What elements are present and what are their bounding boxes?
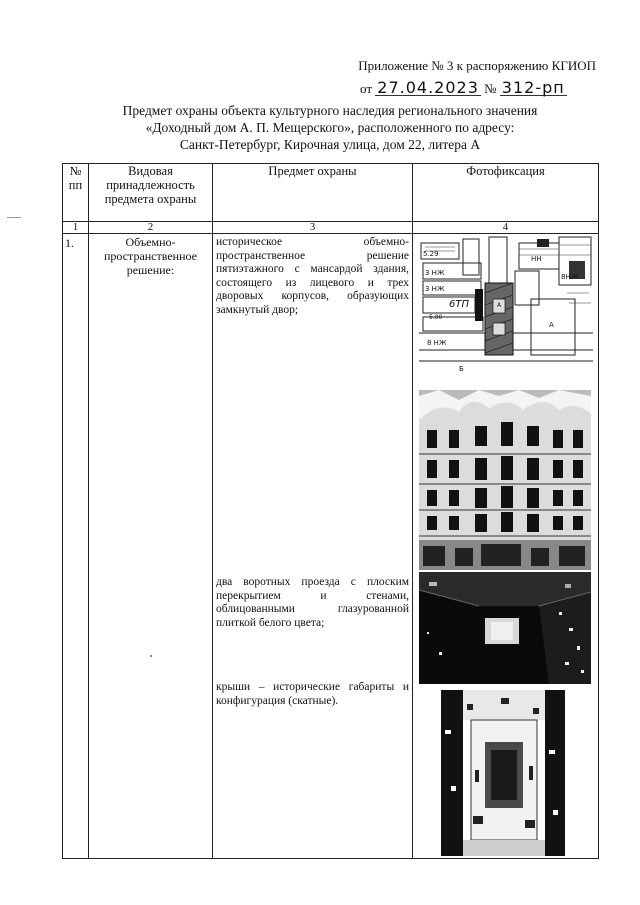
appendix-reference: Приложение № 3 к распоряжению КГИОП: [358, 58, 596, 73]
row-number: 1.: [63, 234, 89, 859]
col-header-photo: Фотофиксация: [413, 164, 599, 222]
col-number: 2: [89, 222, 213, 234]
document-title: [80, 102, 580, 153]
plan-label: 3 НЖ: [425, 269, 445, 277]
col-number: 1: [63, 222, 89, 234]
subject-item: два воротных проезда с плоским перекрытием и стенами, облицованными глазурованной плиткой белого цвета;: [216, 576, 409, 629]
col-header-subject: Предмет охраны: [213, 164, 413, 222]
col-number: 3: [213, 222, 413, 234]
plan-label: 5.29: [423, 250, 439, 258]
row-type: Объемно-пространственное решение:: [89, 234, 213, 859]
date-prefix: от: [360, 81, 373, 96]
plan-label: 6ТП: [449, 299, 469, 310]
row-subject: [213, 234, 413, 859]
plan-label: А: [549, 321, 554, 329]
column-number-row: [63, 222, 599, 234]
handwritten-date: 27.04.2023: [377, 78, 479, 97]
plan-label: 3 НЖ: [425, 285, 445, 293]
plan-label: 8 НЖ: [427, 339, 447, 347]
subject-item: историческое объемно-пространственное решение пятиэтажного с мансардой здания, состоящего из лицевого и трех дворовых корпусов, образующих замкнутый двор;: [216, 236, 409, 316]
row-photos: [413, 234, 599, 859]
facade-photo: [419, 390, 591, 570]
title-line-2: «Доходный дом А. П. Мещерского», расположенного по адресу:: [145, 120, 515, 135]
plan-label: НН: [531, 255, 542, 263]
order-date-number: [360, 80, 596, 97]
title-line-1: Предмет охраны объекта культурного наследия регионального значения: [122, 103, 538, 118]
table-header-row: [63, 164, 599, 222]
col-header-num: № пп: [63, 164, 89, 222]
plan-label: 8НЖ: [561, 273, 579, 281]
number-prefix: №: [484, 81, 497, 96]
protection-table: [62, 163, 599, 859]
col-number: 4: [413, 222, 599, 234]
title-line-3: Санкт-Петербург, Кирочная улица, дом 22, литера А: [179, 137, 481, 152]
margin-mark: [7, 217, 21, 218]
plan-label: 5.00: [429, 314, 443, 321]
aerial-roof-photo: [441, 690, 565, 856]
subject-item: крыши – исторические габариты и конфигурация (скатные).: [216, 681, 409, 707]
passage-photo: [419, 572, 591, 684]
site-plan-image: [419, 235, 593, 375]
handwritten-number: 312-рп: [501, 78, 565, 97]
plan-label: Б: [459, 365, 464, 373]
col-header-type: Видовая принадлежность предмета охраны: [89, 164, 213, 222]
table-row: [63, 234, 599, 859]
plan-label: А: [497, 302, 502, 309]
